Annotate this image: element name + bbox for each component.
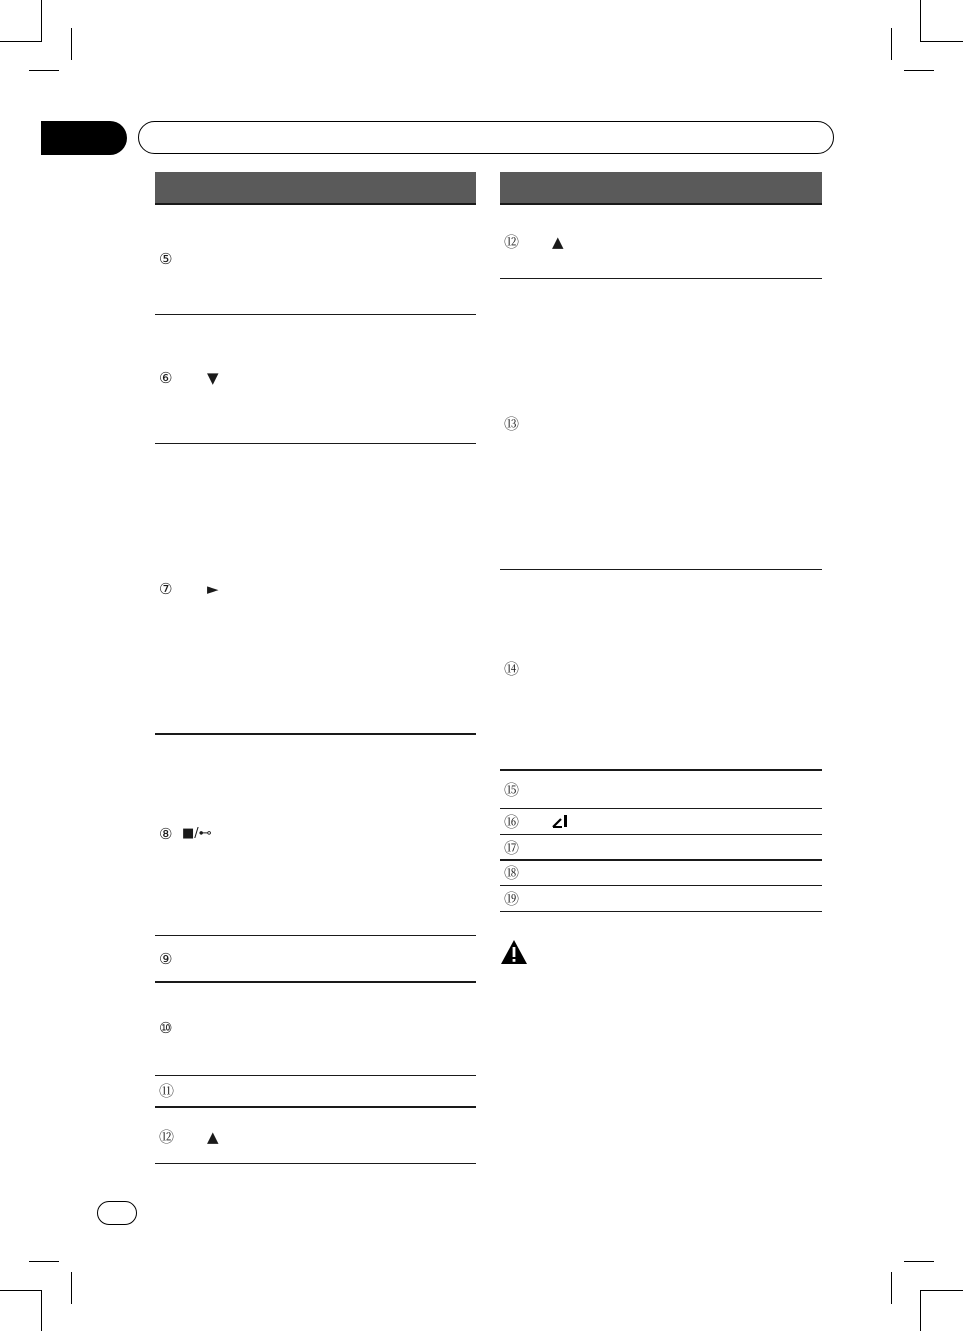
item-number: ⑧ <box>159 825 173 843</box>
section-tab <box>41 121 127 155</box>
item-number: ⑦ <box>159 580 173 598</box>
item-number: ⑩ <box>159 1019 173 1037</box>
table-row <box>155 1108 476 1164</box>
section-title-bar <box>138 121 834 154</box>
item-number: ⑨ <box>159 950 173 968</box>
right-table-header <box>500 172 822 205</box>
table-row <box>500 886 822 912</box>
page-badge <box>97 1201 137 1225</box>
up-arrow-icon: ▲ <box>552 233 564 251</box>
table-row <box>155 735 476 936</box>
stop-key-icon: ■/⊷ <box>182 826 212 841</box>
item-number: ⑥ <box>159 369 173 387</box>
table-row <box>500 861 822 886</box>
play-icon: ► <box>207 580 219 598</box>
item-number: ⑰ <box>504 839 520 857</box>
table-row <box>155 205 476 315</box>
left-table-header <box>155 172 476 205</box>
item-number: ⑬ <box>504 415 520 433</box>
table-row <box>500 205 822 279</box>
item-number: ⑪ <box>159 1082 175 1100</box>
up-arrow-icon: ▲ <box>207 1128 219 1146</box>
item-number: ⑫ <box>504 233 520 251</box>
table-row <box>155 936 476 983</box>
edit-pen-icon <box>551 813 569 829</box>
down-arrow-icon: ▼ <box>207 369 219 387</box>
warning-triangle-icon <box>500 939 528 965</box>
item-number: ⑫ <box>159 1128 175 1146</box>
item-number: ⑭ <box>504 660 520 678</box>
table-row <box>155 1076 476 1108</box>
item-number: ⑤ <box>159 250 173 268</box>
table-row <box>155 444 476 735</box>
table-row <box>500 570 822 771</box>
table-row <box>500 835 822 861</box>
table-row <box>500 809 822 835</box>
left-table <box>155 172 476 1164</box>
item-number: ⑯ <box>504 813 520 831</box>
table-row <box>500 771 822 809</box>
item-number: ⑲ <box>504 890 520 908</box>
table-row <box>500 279 822 570</box>
table-row <box>155 983 476 1076</box>
item-number: ⑱ <box>504 864 520 882</box>
right-table <box>500 172 822 912</box>
table-row <box>155 315 476 444</box>
item-number: ⑮ <box>504 781 520 799</box>
